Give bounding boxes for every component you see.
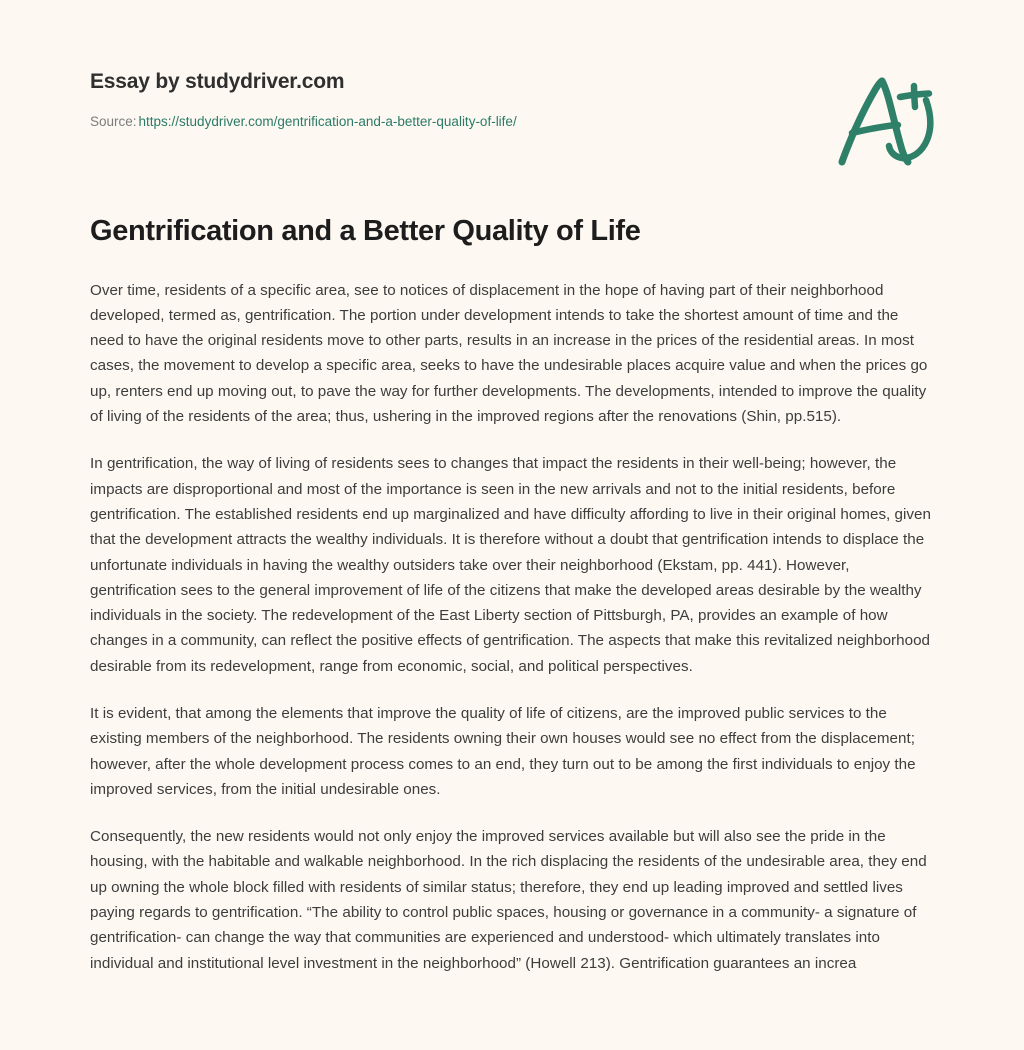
source-url-link[interactable]: https://studydriver.com/gentrification-and-a-better-quality-of-life/ bbox=[138, 114, 517, 130]
body-paragraph: It is evident, that among the elements that improve the quality of life of citizens, are the improved public services to the existing members of the neighborhood. The residents owning their own houses would see no effect from the displacement; however, after the whole development process comes to an end, they turn out to be among the first individuals to enjoy the improved services, from the initial undesirable ones. bbox=[90, 704, 916, 798]
document-body bbox=[90, 250, 934, 976]
source-label: Source: bbox=[90, 114, 137, 130]
page-title: Gentrification and a Better Quality of Life bbox=[90, 215, 641, 248]
body-paragraph: Consequently, the new residents would not only enjoy the improved services available but will also see the pride in the housing, with the habitable and walkable neighborhood. In the rich displacing the residents of the undesirable area, they end up owning the whole block filled with residents of similar status; therefore, they end up leading improved and settled lives paying regards to gentrification. “The ability to control public spaces, housing or governance in a community- a signature of gentrification- can change the way that communities are experienced and understood- which ultimately translates into individual and institutional level investment in the neighborhood” (Howell 213). Gentrification guarantees an increa bbox=[90, 828, 927, 972]
source-line bbox=[90, 114, 934, 130]
body-paragraph: Over time, residents of a specific area, see to notices of displacement in the hope of having part of their neighborhood developed, termed as, gentrification. The portion under development intends to take the shortest amount of time and the need to have the original residents move to other parts, results in an increase in the prices of the residential areas. In most cases, the movement to develop a specific area, seeks to have the undesirable places acquire value and when the prices go up, renters end up moving out, to pave the way for further developments. The developments, intended to improve the quality of living of the residents of the area; thus, ushering in the improved regions after the renovations (Shin, pp.515). bbox=[90, 281, 928, 426]
document-header bbox=[90, 0, 934, 130]
byline: Essay by studydriver.com bbox=[90, 70, 345, 93]
body-paragraph: In gentrification, the way of living of residents sees to changes that impact the residents in their well-being; however, the impacts are disproportional and most of the importance is seen in the new arrivals and not to the initial residents, before gentrification. The established residents end up marginalized and have difficulty affording to live in their original homes, given that the development attracts the wealthy individuals. It is therefore without a doubt that gentrification intends to displace the unfortunate individuals in having the wealthy outsiders take over their neighborhood (Ekstam, pp. 441). However, gentrification sees to the general improvement of life of the citizens that make the developed areas desirable by the wealthy individuals in the society. The redevelopment of the East Liberty section of Pittsburgh, PA, provides an example of how changes in a community, can reflect the positive effects of gentrification. The aspects that make this revitalized neighborhood desirable from its redevelopment, range from economic, social, and political perspectives. bbox=[90, 455, 931, 675]
